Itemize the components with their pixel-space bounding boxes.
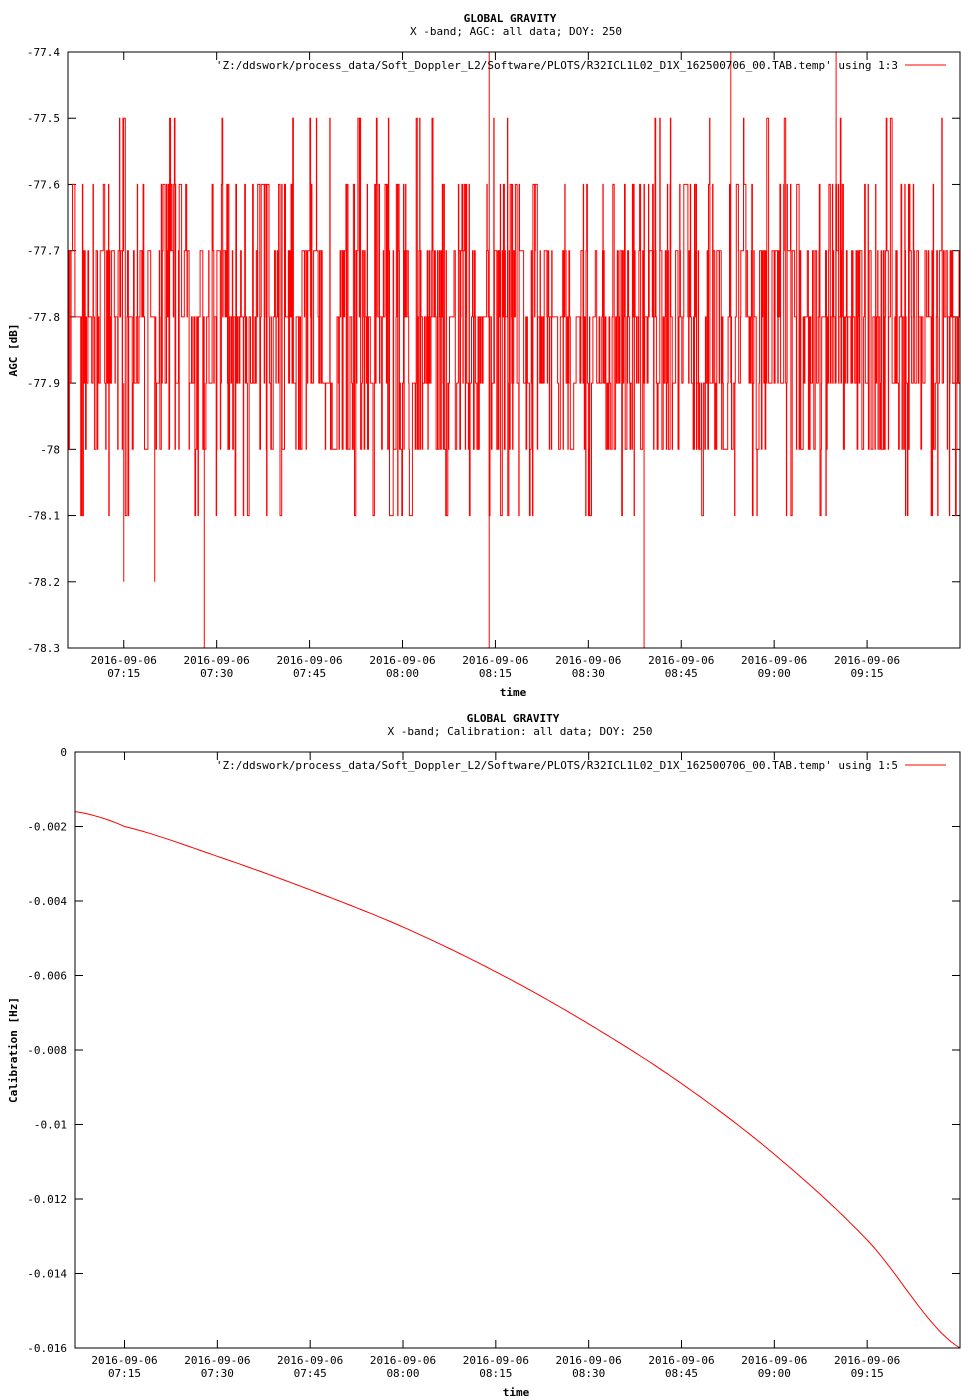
x-tick-time-label: 08:00	[385, 667, 420, 680]
x-tick-date-label: 2016-09-06	[741, 654, 808, 667]
x-tick-time-label: 09:00	[757, 667, 791, 680]
x-tick-time-label: 08:45	[664, 1367, 699, 1380]
calibration-series	[75, 812, 960, 1348]
y-tick-label: -0.008	[27, 1044, 67, 1057]
x-tick-date-label: 2016-09-06	[91, 1354, 158, 1367]
y-tick-label: -78	[40, 443, 60, 457]
calibration-y-axis-label: Calibration [Hz]	[7, 997, 20, 1103]
y-tick-label: -0.016	[27, 1342, 67, 1355]
x-tick-time-label: 08:30	[572, 1367, 606, 1380]
x-tick-date-label: 2016-09-06	[462, 1354, 529, 1367]
x-tick-time-label: 08:30	[571, 667, 605, 680]
y-tick-label: -0.004	[27, 895, 67, 908]
x-tick-date-label: 2016-09-06	[555, 654, 622, 667]
y-tick-label: -0.012	[27, 1193, 67, 1206]
x-tick-date-label: 2016-09-06	[277, 1354, 344, 1367]
calibration-series-line	[75, 812, 960, 1348]
y-tick-label: -0.014	[27, 1267, 67, 1281]
agc-series	[68, 52, 960, 648]
x-tick-time-label: 07:30	[200, 667, 234, 680]
y-tick-label: -77.6	[26, 178, 60, 192]
calibration-chart	[7, 712, 960, 1399]
x-tick-date-label: 2016-09-06	[555, 1354, 622, 1367]
x-tick-time-label: 08:45	[664, 667, 698, 680]
calibration-plot-frame	[75, 752, 960, 1348]
x-tick-date-label: 2016-09-06	[462, 654, 529, 667]
y-tick-label: -77.5	[26, 112, 60, 126]
x-tick-time-label: 08:15	[478, 667, 512, 680]
x-tick-date-label: 2016-09-06	[369, 654, 436, 667]
x-tick-time-label: 07:45	[293, 1367, 327, 1380]
y-tick-label: -78.1	[26, 509, 60, 523]
x-tick-date-label: 2016-09-06	[648, 654, 715, 667]
y-tick-label: -0.002	[27, 820, 67, 834]
x-tick-time-label: 07:30	[200, 1367, 234, 1380]
agc-series-line	[68, 118, 960, 515]
x-tick-date-label: 2016-09-06	[90, 654, 157, 667]
x-tick-date-label: 2016-09-06	[369, 1354, 437, 1367]
calibration-x-ticks	[91, 752, 900, 1380]
agc-legend-label: 'Z:/ddswork/process_data/Soft_Doppler_L2/Software/PLOTS/R32ICL1L02_D1X_162500706_00.TAB.temp' using 1:3	[215, 59, 898, 72]
x-tick-date-label: 2016-09-06	[741, 1354, 808, 1367]
x-tick-date-label: 2016-09-06	[183, 654, 250, 667]
x-tick-date-label: 2016-09-06	[648, 1354, 715, 1367]
x-tick-time-label: 07:15	[107, 1367, 142, 1380]
y-tick-label: -78.3	[26, 642, 60, 655]
calibration-y-ticks	[27, 746, 960, 1355]
agc-chart-title: GLOBAL GRAVITY	[463, 12, 557, 25]
calibration-chart-title: GLOBAL GRAVITY	[466, 712, 560, 725]
agc-chart	[7, 12, 960, 699]
x-tick-time-label: 09:00	[757, 1367, 791, 1380]
agc-x-axis-label: time	[499, 686, 527, 699]
x-tick-date-label: 2016-09-06	[276, 654, 343, 667]
y-tick-label: -77.8	[26, 310, 60, 324]
agc-y-axis-label: AGC [dB]	[7, 323, 20, 377]
x-tick-time-label: 08:00	[386, 1367, 420, 1380]
x-tick-date-label: 2016-09-06	[834, 1354, 901, 1367]
y-tick-label: -0.006	[27, 969, 67, 983]
agc-chart-subtitle: X -band; AGC: all data; DOY: 250	[410, 25, 622, 38]
x-tick-time-label: 09:15	[850, 1367, 884, 1380]
x-tick-date-label: 2016-09-06	[833, 654, 901, 667]
y-tick-label: -77.4	[26, 46, 60, 59]
x-tick-time-label: 07:15	[107, 667, 141, 680]
x-tick-time-label: 08:15	[479, 1367, 513, 1380]
y-tick-label: -77.7	[26, 244, 60, 258]
calibration-chart-subtitle: X -band; Calibration: all data; DOY: 250	[387, 725, 653, 738]
calibration-legend-label: 'Z:/ddswork/process_data/Soft_Doppler_L2/Software/PLOTS/R32ICL1L02_D1X_162500706_00.TAB.temp' using 1:5	[215, 759, 898, 772]
x-tick-time-label: 07:45	[293, 667, 327, 680]
calibration-x-axis-label: time	[502, 1386, 530, 1399]
y-tick-label: -0.01	[33, 1118, 67, 1132]
y-tick-label: -77.9	[26, 377, 60, 391]
y-tick-label: 0	[60, 746, 67, 759]
x-tick-time-label: 09:15	[850, 667, 884, 680]
y-tick-label: -78.2	[26, 575, 60, 589]
x-tick-date-label: 2016-09-06	[184, 1354, 251, 1367]
